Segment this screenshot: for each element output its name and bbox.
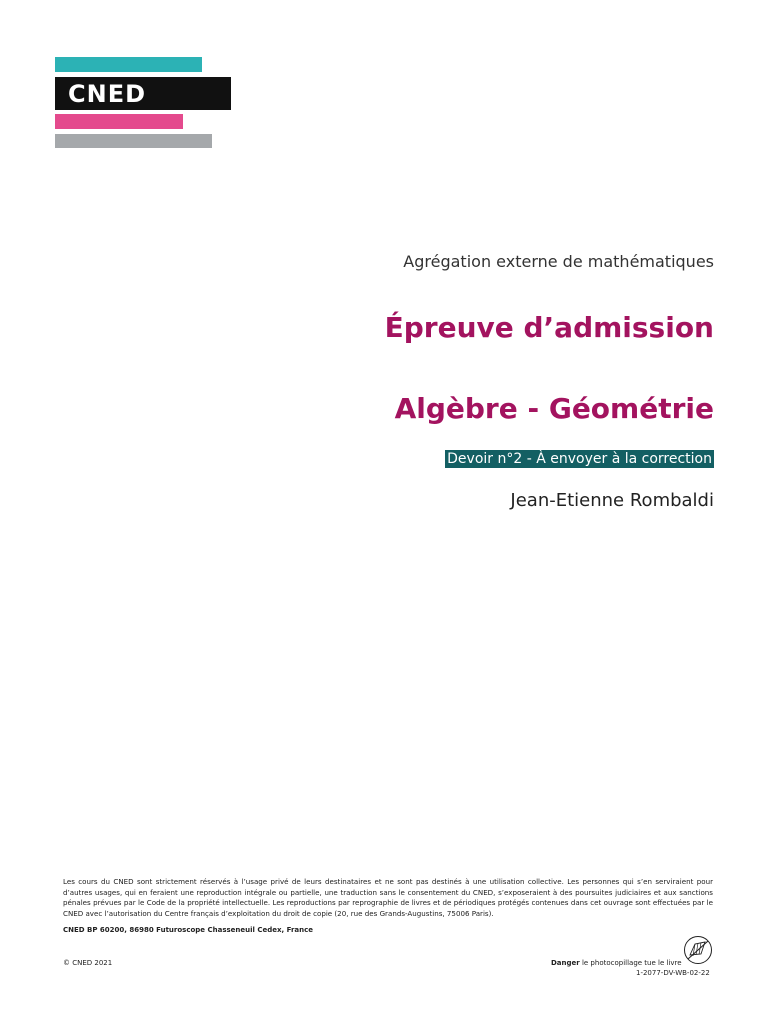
copyright: © CNED 2021 bbox=[63, 959, 113, 967]
logo-pink-bar bbox=[55, 114, 183, 129]
danger-notice: Danger le photocopillage tue le livre bbox=[551, 959, 682, 967]
legal-notice: Les cours du CNED sont strictement réservés à l’usage privé de leurs destinataires et ne sont pas destinés à une utilisation collective. Les personnes qui s’en serviraient pour d’autres usages, qui en feraient une reproduction intégrale ou partielle, une traduction sans le consentement du CNED, s’exposeraient à des poursuites judiciaires et aux sanctions pénales prévues par le Code de la propriété intellectuelle. Les reproductions par reprographie de livres et de périodiques protégés contenues dans cet ouvrage sont effectuées par le CNED avec l’autorisation du Centre français d’exploitation du droit de copie (20, rue des Grands-Augustins, 75006 Paris). bbox=[63, 877, 713, 918]
document-reference: 1-2077-DV-WB-02-22 bbox=[636, 969, 710, 977]
subject-title: Algèbre - Géométrie bbox=[394, 392, 714, 425]
logo-teal-bar bbox=[55, 57, 202, 72]
cned-address: CNED BP 60200, 86980 Futuroscope Chasseneuil Cedex, France bbox=[63, 926, 314, 934]
photocopy-warning-icon bbox=[683, 935, 713, 965]
logo-gray-bar bbox=[55, 134, 212, 148]
program-subtitle: Agrégation externe de mathématiques bbox=[403, 252, 714, 271]
logo-black-bar bbox=[55, 77, 231, 110]
title-block bbox=[194, 252, 714, 511]
cned-logo bbox=[55, 57, 235, 152]
logo-text: CNED bbox=[68, 80, 147, 108]
author-name: Jean-Etienne Rombaldi bbox=[510, 490, 714, 511]
exam-title: Épreuve d’admission bbox=[384, 311, 714, 344]
assignment-label: Devoir n°2 - À envoyer à la correction bbox=[447, 451, 712, 467]
